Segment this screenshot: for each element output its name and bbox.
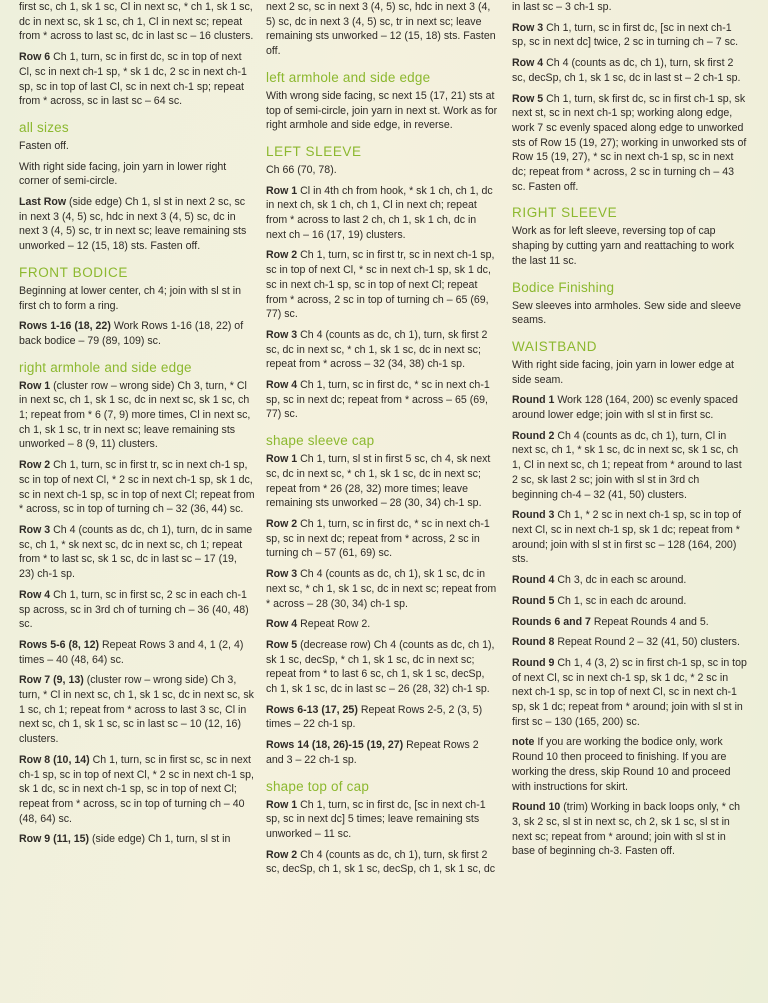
section-heading-left-sleeve: LEFT SLEEVE (266, 143, 362, 159)
instruction-label: Row 4 (266, 618, 298, 631)
note-label: note (512, 736, 535, 749)
instruction-text: Ch 1, turn, sc in first sc, 2 sc in each ch-1 sp across, sc in 3rd ch of turning ch – 36 (40, 48) sc. (19, 588, 249, 631)
instruction-label: Rounds 6 and 7 (512, 615, 591, 628)
instruction-label: Row 5 (266, 638, 298, 651)
rows-6-13-instruction (266, 703, 498, 732)
instruction-label: Row 2 (266, 249, 298, 262)
paragraph: Work as for left sleeve, reversing top of cap shaping by cutting yarn and reattaching to work the last 11 sc. (512, 225, 735, 267)
last-row-instruction (19, 195, 255, 254)
instruction-text: Repeat Round 2 – 32 (41, 50) clusters. (557, 636, 740, 649)
row-4-instruction (266, 378, 498, 422)
instruction-label: Round 2 (512, 429, 555, 442)
section-heading-right-armhole: right armhole and side edge (19, 359, 192, 375)
row-4-instruction (512, 56, 748, 85)
instruction-text: Ch 1, turn, sc in first sc, sc in next ch-1 sp, sc in top of next Cl, * 2 sc in next ch-1 sp, sk 1 dc, sc in next ch-1 sp, sc in top of next Cl; repeat from * across, sc in top of turning ch – 40 (48, 64) sc. (19, 753, 254, 825)
instruction-text: Ch 1, turn, sl st in first 5 sc, ch 4, sk next sc, dc in next sc, * ch 1, sk 1 sc, dc in next sc; repeat from * 26 (28, 32) more times; leave remaining sts unworked – 28 (30, 34) ch-1 sp. (266, 453, 491, 510)
instruction-text: Ch 4 (counts as dc, ch 1), turn, sk first 2 sc, decSp, ch 1, sk 1 sc, decSp, ch 1, sk 1 sc, dc (266, 848, 496, 876)
row-2-instruction (266, 848, 498, 877)
instruction-label: Row 3 (512, 21, 544, 34)
instruction-text: Ch 4 (counts as dc, ch 1), turn, sk first 2 sc, dc in next sc, * ch 1, sk 1 sc, dc in next sc; repeat from * across – 32 (34, 38) ch-1 sp. (266, 328, 488, 371)
instruction-label: Row 9 (11, 15) (19, 833, 90, 846)
instruction-text: Ch 1, turn, sc in first dc, [sc in next ch-1 sp, sc in next dc] twice, 2 sc in turning ch – 7 sc. (512, 21, 739, 49)
instruction-label: Row 3 (266, 328, 298, 341)
instruction-text: Ch 1, turn, sk first dc, sc in first ch-1 sp, sk next st, sc in next ch-1 sp; working along edge, work 7 sc evenly spaced along edge to unworked sts of Row 15 (19, 27); working in unworked sts of Row 15 (19, 27), * sc in next ch-1 sp, sc in next dc; repeat from * across, 2 sc in turning ch – 43 sc. Fasten off. (512, 92, 747, 193)
instruction-text: Cl in 4th ch from hook, * sk 1 ch, ch 1, dc in next ch, sk 1 ch, ch 1, Cl in next ch; repeat from * across to last 2 ch, ch 1, sk 1 ch, dc in next ch – 16 (17, 19) clusters. (266, 184, 493, 241)
round-3-instruction (512, 508, 748, 567)
instruction-label: Round 5 (512, 594, 555, 607)
row-3-instruction (19, 523, 255, 582)
instruction-text: Ch 1, turn, sc in first tr, sc in next ch-1 sp, sc in top of next Cl, * sc in next ch-1 sp, sk 1 dc, sc in next ch-1 sp, sc in top of next Cl; repeat from * across, 2 sc in top of turning ch – 65 (69, 77) sc. (266, 249, 495, 321)
instruction-label: Last Row (19, 196, 67, 209)
section-heading-shape-sleeve-cap: shape sleeve cap (266, 433, 375, 449)
instruction-text: (trim) Working in back loops only, * ch 3, sk 2 sc, sl st in next sc, ch 2, sk 1 sc, sl st in next sc; repeat from * around; join with sl st in base of beginning ch-3. Fasten off. (512, 801, 741, 858)
row-2-instruction (19, 458, 255, 517)
rounds-6-7-instruction (512, 615, 748, 630)
column-1 (19, 0, 255, 853)
row-5-instruction (512, 92, 748, 195)
instruction-label: Round 1 (512, 394, 555, 407)
instruction-label: Round 4 (512, 574, 555, 587)
row-1-instruction (19, 379, 255, 453)
instruction-text: Work Rows 1-16 (18, 22) of back bodice – 79 (89, 109) sc. (19, 320, 244, 347)
row-3-instruction (266, 328, 498, 372)
instruction-text: Ch 4 (counts as dc, ch 1), turn, sk first 2 sc, decSp, ch 1, sk 1 sc, dc in last st – 2 ch-1 sp. (512, 57, 741, 84)
instruction-text: Ch 4 (counts as dc, ch 1), turn, Cl in next sc, ch 1, * sk 1 sc, dc in next sc, sk 1 sc, ch 1, Cl in next sc, ch 1; repeat from * around to last 2 sc, sk last 2 sc; join with sl st in 3rd ch beginning ch-4 – 32 (41, 50) clusters. (512, 429, 742, 501)
instruction-label: Row 1 (266, 798, 298, 811)
instruction-label: Rows 6-13 (17, 25) (266, 703, 358, 716)
column-3 (512, 0, 748, 865)
instruction-label: Row 4 (266, 379, 298, 392)
instruction-text: (side edge) Ch 1, sl st in next 2 sc, sc in next 3 (4, 5) sc, hdc in next 3 (4, 5) sc, dc in next 3 (4, 5) sc, tr in next sc; leave remaining sts unworked – 12 (15, 18) sts. Fasten off. (19, 196, 247, 253)
section-heading-all-sizes: all sizes (19, 119, 69, 135)
rows-5-6-instruction (19, 638, 255, 667)
rows-1-16-instruction (19, 319, 255, 348)
row-3-instruction (512, 21, 748, 50)
instruction-label: Round 3 (512, 509, 555, 522)
instruction-text: (cluster row – wrong side) Ch 3, turn, * Cl in next sc, ch 1, sk 1 sc, dc in next sc, sk 1 sc, ch 1; repeat from * 6 (7, 9) more times, Cl in next sc, ch 1, sk 1 sc, tr in next sc; leave remaining sts unworked – 8 (9, 11) clusters. (19, 379, 251, 451)
section-heading-bodice-finishing: Bodice Finishing (512, 279, 615, 295)
row-9-instruction (19, 832, 255, 847)
row-3-instruction (266, 567, 498, 611)
instruction-text: Ch 1, turn, sc in first dc, * sc in next ch-1 sp, sc in next dc; repeat from * across, 2 sc in turning ch – 57 (61, 69) sc. (266, 517, 490, 560)
round-10-instruction (512, 800, 748, 859)
instruction-label: Row 1 (266, 453, 298, 466)
instruction-text: Ch 1, sc in each dc around. (557, 594, 687, 607)
instruction-label: Rows 14 (18, 26)-15 (19, 27) (266, 739, 404, 752)
instruction-text: Ch 1, 4 (3, 2) sc in first ch-1 sp, sc in top of next Cl, sc in next ch-1 sp, sk 1 dc, * 2 sc in next ch-1 sp, sc in top of next Cl, sc in next ch-1 sp, sk 1 dc; repeat from * around; join with sl st in first sc – 130 (165, 200) sc. (512, 656, 747, 728)
instruction-text: Ch 1, turn, sc in first dc, * sc in next ch-1 sp, sc in next dc; repeat from * across – 65 (69, 77) sc. (266, 379, 490, 421)
paragraph: With right side facing, join yarn in lower right corner of semi-circle. (19, 160, 227, 188)
instruction-text: Repeat Rounds 4 and 5. (593, 615, 709, 628)
row-5-instruction (266, 638, 498, 697)
instruction-text: Ch 4 (counts as dc, ch 1), turn, dc in same sc, ch 1, * sk next sc, dc in next sc, ch 1; repeat from * to last sc, sk 1 sc, dc in last sc – 17 (19, 23) ch-1 sp. (19, 523, 253, 581)
instruction-label: Round 9 (512, 656, 555, 669)
instruction-label: Row 4 (512, 57, 544, 70)
instruction-text: (decrease row) Ch 4 (counts as dc, ch 1), sk 1 sc, decSp, * ch 1, sk 1 sc, dc in next sc; repeat from * to last 6 sc, ch 1, sk 1 sc, decSp, ch 1, sk 1 sc, dc in last sc – 26 (28, 32) ch-1 sp. (266, 638, 495, 696)
paragraph: in last sc – 3 ch-1 sp. (512, 1, 612, 13)
paragraph: Sew sleeves into armholes. Sew side and sleeve seams. (512, 299, 742, 327)
instruction-label: Row 4 (19, 588, 51, 601)
round-9-instruction (512, 656, 748, 730)
row-1-instruction (266, 452, 498, 511)
paragraph: With right side facing, join yarn in lower edge at side seam. (512, 358, 734, 386)
note-text: If you are working the bodice only, work Round 10 then proceed to finishing. If you are working the dress, skip Round 10 and proceed with instructions for skirt. (512, 736, 731, 793)
row-8-instruction (19, 753, 255, 827)
row-7-instruction (19, 673, 255, 747)
round-8-instruction (512, 635, 748, 650)
instruction-label: Row 5 (512, 92, 544, 105)
instruction-label: Row 1 (19, 379, 51, 392)
instruction-label: Row 2 (19, 459, 51, 472)
paragraph: first sc, ch 1, sk 1 sc, Cl in next sc, * ch 1, sk 1 sc, dc in next sc, sk 1 sc, ch 1, Cl in next sc; repeat from * across to last sc, dc in last sc – 16 clusters. (19, 1, 254, 43)
instruction-text: Ch 1, turn, sc in first tr, sc in next ch-1 sp, sc in top of next Cl, * 2 sc in next ch-1 sp, sk 1 dc, sc in next ch-1 sp, sc in top of next Cl; repeat from * across, sc in top of turning ch – 32 (36, 44) sc. (19, 459, 255, 516)
paragraph: Beginning at lower center, ch 4; join with sl st in first ch to form a ring. (19, 284, 241, 312)
instruction-label: Row 2 (266, 848, 298, 861)
row-1-instruction (266, 798, 498, 842)
paragraph: next 2 sc, sc in next 3 (4, 5) sc, hdc in next 3 (4, 5) sc, dc in next 3 (4, 5) sc, tr in next sc; leave remaining sts unworked – 12 (15, 18) sts. Fasten off. (266, 1, 496, 58)
round-2-instruction (512, 429, 748, 503)
row-4-instruction (19, 588, 255, 632)
instruction-label: Round 10 (512, 801, 561, 814)
instruction-text: Ch 4 (counts as dc, ch 1), sk 1 sc, dc in next sc, * ch 1, sk 1 sc, dc in next sc; repeat from * across – 28 (30, 34) ch-1 sp. (266, 568, 497, 610)
round-1-instruction (512, 393, 748, 422)
instruction-text: Ch 3, dc in each sc around. (557, 574, 687, 587)
instruction-text: Repeat Rows 2-5, 2 (3, 5) times – 22 ch-1 sp. (266, 703, 483, 731)
rows-14-15-instruction (266, 738, 498, 767)
instruction-text: Repeat Row 2. (300, 618, 371, 631)
instruction-label: Row 6 (19, 51, 51, 64)
section-heading-waistband: WAISTBAND (512, 338, 598, 354)
paragraph: Fasten off. (19, 139, 69, 152)
instruction-label: Row 3 (19, 523, 51, 536)
column-2 (266, 0, 498, 883)
instruction-text: Work 128 (164, 200) sc evenly spaced around lower edge; join with sl st in first sc. (512, 394, 738, 422)
instruction-label: Row 1 (266, 184, 298, 197)
section-heading-front-bodice: FRONT BODICE (19, 264, 128, 280)
instruction-text: Repeat Rows 2 and 3 – 22 ch-1 sp. (266, 739, 479, 766)
row-4-instruction (266, 617, 498, 632)
instruction-text: Ch 1, * 2 sc in next ch-1 sp, sc in top of next Cl, sc in next ch-1 sp, sk 1 dc; repeat from * around; join with sl st in first sc – 128 (164, 200) sts. (512, 509, 742, 566)
instruction-text: (side edge) Ch 1, turn, sl st in (92, 833, 231, 846)
instruction-label: Rows 1-16 (18, 22) (19, 320, 111, 333)
paragraph: With wrong side facing, sc next 15 (17, 21) sts at top of semi-circle, join yarn in next st. Work as for right armhole and side edge, in reverse. (266, 89, 498, 132)
paragraph: Ch 66 (70, 78). (266, 163, 337, 176)
note-paragraph (512, 735, 748, 794)
row-1-instruction (266, 184, 498, 243)
instruction-text: (cluster row – wrong side) Ch 3, turn, * Cl in next sc, ch 1, sk 1 sc, dc in next sc, sk 1 sc, ch 1; repeat from * across to last 3 sc, Cl in next sc, ch 1, sk 1 sc, sc in last sc – 10 (12, 16) clusters. (19, 674, 254, 746)
instruction-text: Ch 1, turn, sc in first dc, [sc in next ch-1 sp, sc in next dc] 5 times; leave remaining sts unworked – 11 sc. (266, 798, 486, 840)
instruction-label: Row 8 (10, 14) (19, 753, 90, 766)
instruction-label: Row 3 (266, 568, 298, 581)
instruction-label: Row 2 (266, 517, 298, 530)
section-heading-shape-top-of-cap: shape top of cap (266, 778, 370, 794)
round-4-instruction (512, 573, 748, 588)
section-heading-left-armhole: left armhole and side edge (266, 69, 431, 85)
instruction-label: Round 8 (512, 636, 555, 649)
row-2-instruction (266, 248, 498, 322)
row-6-instruction (19, 50, 255, 109)
instruction-text: Ch 1, turn, sc in first dc, sc in top of next Cl, sc in next ch-1 sp, * sk 1 dc, 2 sc in next ch-1 sp, sc in top of last Cl, sc in next ch-1 sp; repeat from * across, sc in last sc – 64 sc. (19, 51, 247, 108)
instruction-label: Row 7 (9, 13) (19, 674, 84, 687)
instruction-text: Repeat Rows 3 and 4, 1 (2, 4) times – 40 (48, 64) sc. (19, 638, 244, 666)
instruction-label: Rows 5-6 (8, 12) (19, 638, 100, 651)
section-heading-right-sleeve: RIGHT SLEEVE (512, 205, 618, 221)
row-2-instruction (266, 517, 498, 561)
round-5-instruction (512, 594, 748, 609)
